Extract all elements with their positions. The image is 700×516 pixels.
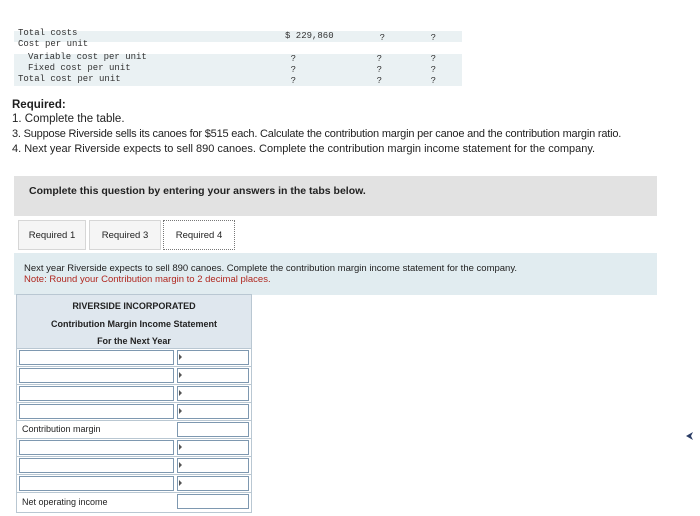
label-input[interactable] [19, 386, 174, 401]
cost-label-fixed: Fixed cost per unit [28, 63, 131, 73]
required-item: 4. Next year Riverside expects to sell 890 canoes. Complete the contribution margin income statement for the company. [12, 143, 596, 155]
required-heading: Required: [12, 99, 66, 111]
statement-row [16, 349, 252, 367]
label-input[interactable] [19, 458, 174, 473]
label-input[interactable] [19, 404, 174, 419]
banner-text: Complete this question by entering your answers in the tabs below. [29, 185, 366, 197]
amount-input[interactable] [177, 476, 249, 491]
cost-value: ? [290, 76, 296, 86]
company-name: RIVERSIDE INCORPORATED [72, 301, 196, 311]
instruction-banner [14, 176, 657, 216]
tab-required-4[interactable] [163, 220, 235, 250]
contribution-margin-label: Contribution margin [22, 424, 101, 434]
label-input[interactable] [19, 440, 174, 455]
amount-input[interactable] [177, 404, 249, 419]
cost-value: ? [430, 65, 436, 75]
statement-row [16, 367, 252, 385]
statement-row-net-operating-income [16, 493, 252, 513]
instruction-text: Next year Riverside expects to sell 890 canoes. Complete the contribution margin income statement for the company. [24, 263, 518, 274]
cost-value: ? [379, 33, 385, 43]
statement-row [16, 475, 252, 493]
tab-label: Required 4 [175, 229, 223, 241]
cost-value: $ 229,860 [285, 31, 334, 41]
cost-value: ? [430, 54, 436, 64]
dropdown-arrow-icon [179, 390, 182, 396]
dropdown-arrow-icon [179, 354, 182, 360]
statement-header [16, 294, 252, 349]
cost-value: ? [430, 33, 436, 43]
tab-label: Required 3 [101, 229, 149, 241]
required-item: 1. Complete the table. [12, 113, 125, 125]
amount-input[interactable] [177, 458, 249, 473]
statement-title: Contribution Margin Income Statement [50, 319, 217, 329]
dropdown-arrow-icon [179, 408, 182, 414]
statement-row [16, 457, 252, 475]
cost-label-per-unit: Cost per unit [18, 39, 89, 49]
amount-input[interactable] [177, 368, 249, 383]
cost-value: ? [376, 76, 382, 86]
net-operating-income-label: Net operating income [22, 497, 108, 507]
dropdown-arrow-icon [179, 480, 182, 486]
required-item: 3. Suppose Riverside sells its canoes for $515 each. Calculate the contribution margin per canoe and the contribution margin ratio. [12, 128, 622, 140]
statement-row [16, 403, 252, 421]
label-input[interactable] [19, 368, 174, 383]
instruction-note: Note: Round your Contribution margin to 2 decimal places. [24, 274, 271, 285]
amount-input[interactable] [177, 350, 249, 365]
statement-row [16, 439, 252, 457]
cost-value: ? [290, 54, 296, 64]
amount-input[interactable] [177, 386, 249, 401]
statement-period: For the Next Year [97, 336, 171, 346]
cost-value: ? [430, 76, 436, 86]
dropdown-arrow-icon [179, 372, 182, 378]
net-operating-income-input[interactable] [177, 494, 249, 509]
statement-row-contribution-margin [16, 421, 252, 439]
cost-value: ? [290, 65, 296, 75]
cursor-arrow-icon [684, 430, 696, 442]
cost-value: ? [376, 54, 382, 64]
amount-input[interactable] [177, 440, 249, 455]
statement-row [16, 385, 252, 403]
question-instruction [14, 253, 657, 295]
tab-label: Required 1 [28, 229, 76, 241]
label-input[interactable] [19, 350, 174, 365]
cost-value: ? [376, 65, 382, 75]
tab-required-3[interactable] [89, 220, 161, 250]
label-input[interactable] [19, 476, 174, 491]
dropdown-arrow-icon [179, 444, 182, 450]
contribution-margin-input[interactable] [177, 422, 249, 437]
cost-label-variable: Variable cost per unit [28, 52, 147, 62]
cost-label-total-costs: Total costs [18, 28, 78, 38]
cost-label-total-per-unit: Total cost per unit [18, 74, 121, 84]
dropdown-arrow-icon [179, 462, 182, 468]
tab-required-1[interactable] [18, 220, 86, 250]
